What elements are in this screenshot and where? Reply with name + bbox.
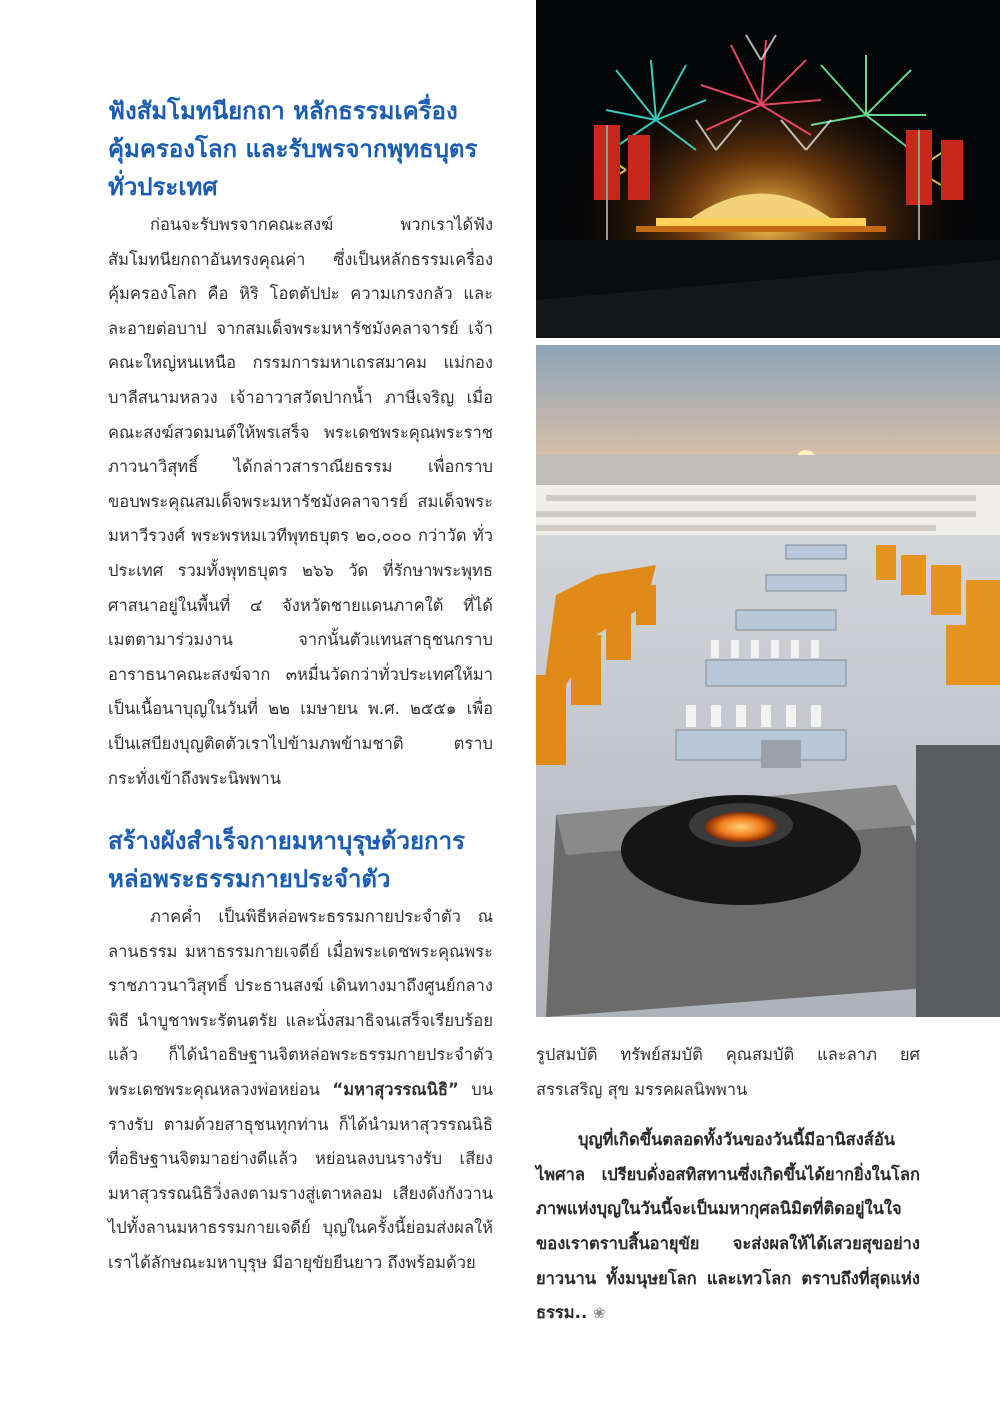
left-column [108,92,493,1281]
conclusion-paragraph [536,1123,920,1331]
conclusion-text: บุญที่เกิดขึ้นตลอดทั้งวันของวันนี้มีอานิสงส์อันไพศาล เปรียบดั่งอสทิสทานซึ่งเกิดขึ้นได้ยากยิ่งในโลก ภาพแห่งบุญในวันนี้จะเป็นมหากุศลนิมิตที่ติดอยู่ในใจของเราตราบสิ้นอายุขัย จะส่งผลให้ได้เสวยสุขอย่างยาวนาน ทั้งมนุษยโลก และเทวโลก ตราบถึงที่สุดแห่งธรรม.. [536,1130,920,1323]
monks-ceremony-photo [536,345,1000,1017]
section-body-casting [108,900,493,1281]
fireworks-illustration [536,0,1000,338]
leaf-icon: ❀ [592,1304,606,1323]
casting-text-part1: ภาคค่ำ เป็นพิธีหล่อพระธรรมกายประจำตัว ณ ลานธรรม มหาธรรมกายเจดีย์ เมื่อพระเดชพระคุณพระราชภาวนาวิสุทธิ์ ประธานสงฆ์ เดินทางมาถึงศูนย์กลางพิธี นำบูชาพระรัตนตรัย และนั่งสมาธิจนเสร็จเรียบร้อยแล้ว ก็ได้นำอธิษฐานจิตหล่อพระธรรมกายประจำตัว พระเดชพระคุณหลวงพ่อหย่อน [108,907,493,1100]
fireworks-photo [536,0,1000,338]
section-body-blessing: ก่อนจะรับพรจากคณะสงฆ์ พวกเราได้ฟังสัมโมทนียกถาอันทรงคุณค่า ซึ่งเป็นหลักธรรมเครื่องคุ้มครองโลก คือ หิริ โอตตัปปะ ความเกรงกลัว และละอายต่อบาป จากสมเด็จพระมหารัชมังคลาจารย์ เจ้าคณะใหญ่หนเหนือ กรรมการมหาเถรสมาคม แม่กองบาลีสนามหลวง เจ้าอาวาสวัดปากน้ำ ภาษีเจริญ เมื่อคณะสงฆ์สวดมนต์ให้พรเสร็จ พระเดชพระคุณพระราชภาวนาวิสุทธิ์ ได้กล่าวสาราณียธรรม เพื่อกราบขอบพระคุณสมเด็จพระมหารัชมังคลาจารย์ สมเด็จพระมหาวีรวงศ์ พระพรหมเวทีพุทธบุตร ๒๐,๐๐๐ กว่าวัด ทั่วประเทศ รวมทั้งพุทธบุตร ๒๖๖ วัด ที่รักษาพระพุทธศาสนาอยู่ในพื้นที่ ๔ จังหวัดชายแดนภาคใต้ ที่ได้เมตตามาร่วมงาน จากนั้นตัวแทนสาธุชนกราบอาราธนาคณะสงฆ์จาก ๓หมื่นวัดกว่าทั่วประเทศให้มาเป็นเนื้อนาบุญในวันที่ ๒๒ เมษายน พ.ศ. ๒๕๕๑ เพื่อเป็นเสบียงบุญติดตัวเราไปข้ามภพข้ามชาติ ตราบกระทั่งเข้าถึงพระนิพพาน [108,215,493,788]
right-column [536,1038,920,1331]
section-heading-blessing: ฟังสัมโมทนียกถา หลักธรรมเครื่องคุ้มครองโลก และรับพรจากพุทธบุตรทั่วประเทศ [108,97,478,201]
casting-text-emphasis: “มหาสุวรรณนิธิ” [332,1080,459,1100]
monks-ceremony-illustration [536,345,1000,1017]
casting-continuation: รูปสมบัติ ทรัพย์สมบัติ คุณสมบัติ และลาภ ยศ สรรเสริญ สุข มรรคผลนิพพาน [536,1045,920,1099]
section-heading-casting: สร้างผังสำเร็จกายมหาบุรุษด้วยการหล่อพระธรรมกายประจำตัว [108,827,465,894]
casting-text-part2: บนรางรับ ตามด้วยสาธุชนทุกท่าน ก็ได้นำมหาสุวรรณนิธิที่อธิษฐานจิตมาอย่างดีแล้ว หย่อนลงบนรางรับ เสียงมหาสุวรรณนิธิวิ่งลงตามรางสู่เตาหลอม เสียงดังกังวานไปทั้งลานมหาธรรมกายเจดีย์ บุญในครั้งนี้ย่อมส่งผลให้เราได้ลักษณะมหาบุรุษ มีอายุขัยยืนยาว ถึงพร้อมด้วย [108,1080,493,1273]
